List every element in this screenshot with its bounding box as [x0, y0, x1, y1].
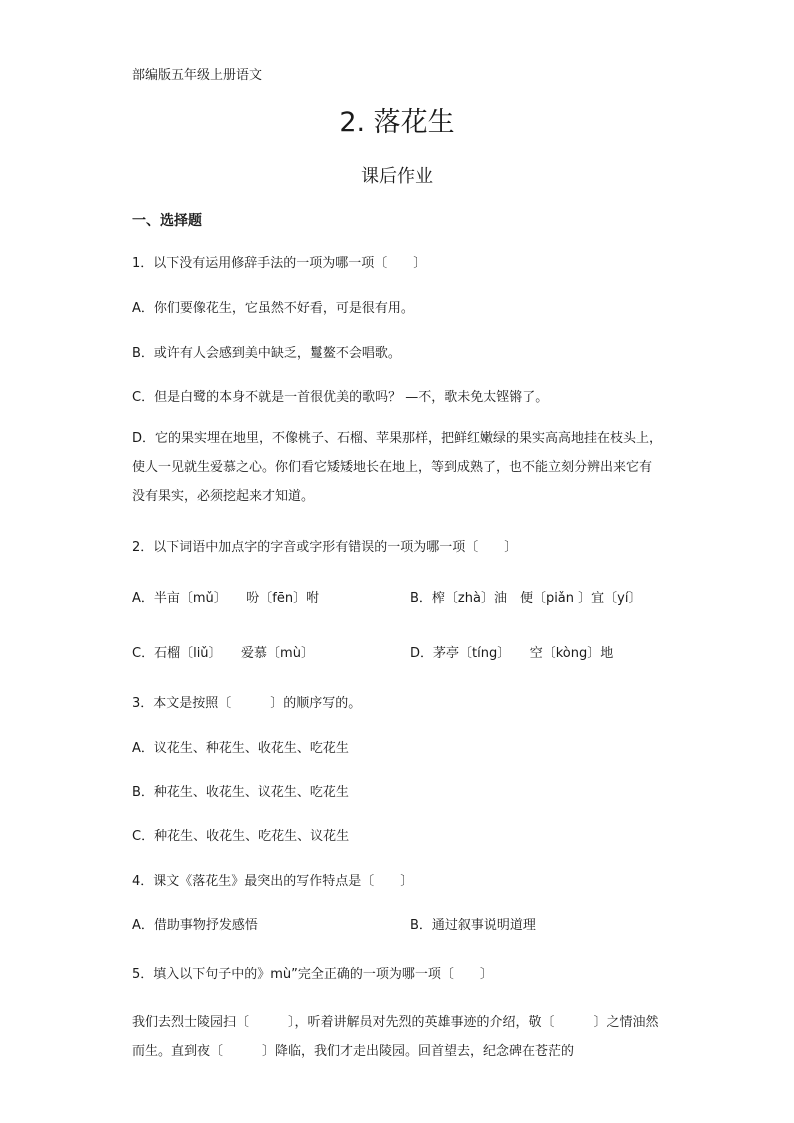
section-heading: 一、选择题 [132, 213, 202, 229]
question-1-option-c: C．但是白鹭的本身不就是一首很优美的歌吗？ —不，歌未免太铿锵了。 [132, 390, 549, 405]
question-4-option-a: A．借助事物抒发感悟 [132, 918, 258, 933]
question-2-stem: 2．以下词语中加点字的字音或字形有错误的一项为哪一项〔 〕 [132, 540, 518, 555]
question-2-option-d: D．茅亭〔tíng〕 空〔kòng〕地 [410, 646, 614, 661]
question-2-option-b: B．榨〔zhà〕油 便〔piǎn 〕宜〔yí〕 [410, 591, 642, 606]
question-5-text: 我们去烈士陵园扫〔 〕，听着讲解员对先烈的英雄事迹的介绍，敬〔 〕之情油然而生。直到夜〔 〕降临，我们才走出陵园。回首望去，纪念碑在苍茫的 [132, 1015, 659, 1059]
question-1-option-d: D．它的果实埋在地里，不像桃子、石榴、苹果那样，把鲜红嫩绿的果实高高地挂在枝头上，使人一见就生爱慕之心。你们看它矮矮地长在地上，等到成熟了，也不能立刻分辨出来它有没有果实，必须挖起来才知道。 [132, 431, 663, 504]
document-header: 部编版五年级上册语文 [132, 68, 263, 83]
question-3-stem: 3．本文是按照〔 〕的顺序写的。 [132, 696, 362, 711]
lesson-title: 2. 落花生 [339, 107, 455, 138]
question-1-option-b: B．或许有人会感到美中缺乏，鬘鳌不会唱歌。 [132, 346, 401, 361]
question-2-option-a: A．半亩〔mǔ〕 吩〔fēn〕咐 [132, 591, 320, 606]
question-4-stem: 4．课文《落花生》最突出的写作特点是〔 〕 [132, 874, 414, 889]
question-2-option-c: C．石榴〔liǔ〕 爱慕〔mù〕 [132, 646, 314, 661]
question-5-stem: 5．填入以下句子中的》mù”完全正确的一项为哪一项〔 〕 [132, 967, 493, 982]
question-3-option-c: C．种花生、收花生、吃花生、议花生 [132, 829, 350, 844]
lesson-subtitle: 课后作业 [361, 166, 433, 187]
question-3-option-a: A．议花生、种花生、收花生、吃花生 [132, 741, 349, 756]
question-4-option-b: B．通过叙事说明道理 [410, 918, 536, 933]
question-1-stem: 1．以下没有运用修辞手法的一项为哪一项〔 〕 [132, 256, 427, 271]
question-3-option-b: B．种花生、收花生、议花生、吃花生 [132, 785, 349, 800]
question-1-option-a: A．你们要像花生，它虽然不好看，可是很有用。 [132, 301, 414, 316]
